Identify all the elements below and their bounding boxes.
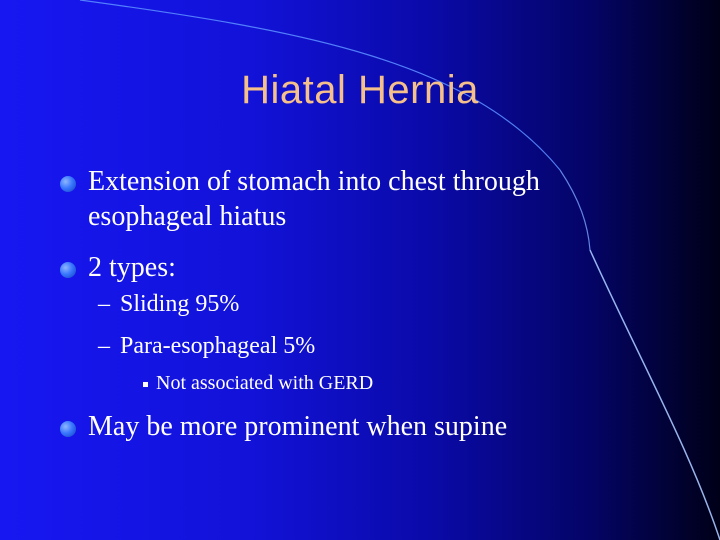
bullet-1-line-1: Extension of stomach into chest through: [88, 166, 540, 197]
background-arc-right-inner: [560, 170, 590, 250]
sub-sub-bullet-gerd: Not associated with GERD: [156, 372, 374, 394]
bullet-dot-icon: [60, 262, 76, 278]
sub-bullet-dash: –: [98, 291, 110, 317]
sub-bullet-dash: –: [98, 333, 110, 359]
bullet-2-text: 2 types:: [88, 252, 176, 283]
sub-bullet-para-esophageal: Para-esophageal 5%: [120, 333, 316, 359]
sub-bullet-sliding: Sliding 95%: [120, 291, 240, 317]
square-bullet-icon: [143, 382, 148, 387]
bullet-dot-icon: [60, 176, 76, 192]
bullet-dot-icon: [60, 421, 76, 437]
background-arc-right: [590, 250, 720, 540]
bullet-1-line-2: esophageal hiatus: [88, 201, 287, 232]
bullet-3-text: May be more prominent when supine: [88, 411, 508, 442]
slide-title: Hiatal Hernia: [241, 68, 479, 112]
